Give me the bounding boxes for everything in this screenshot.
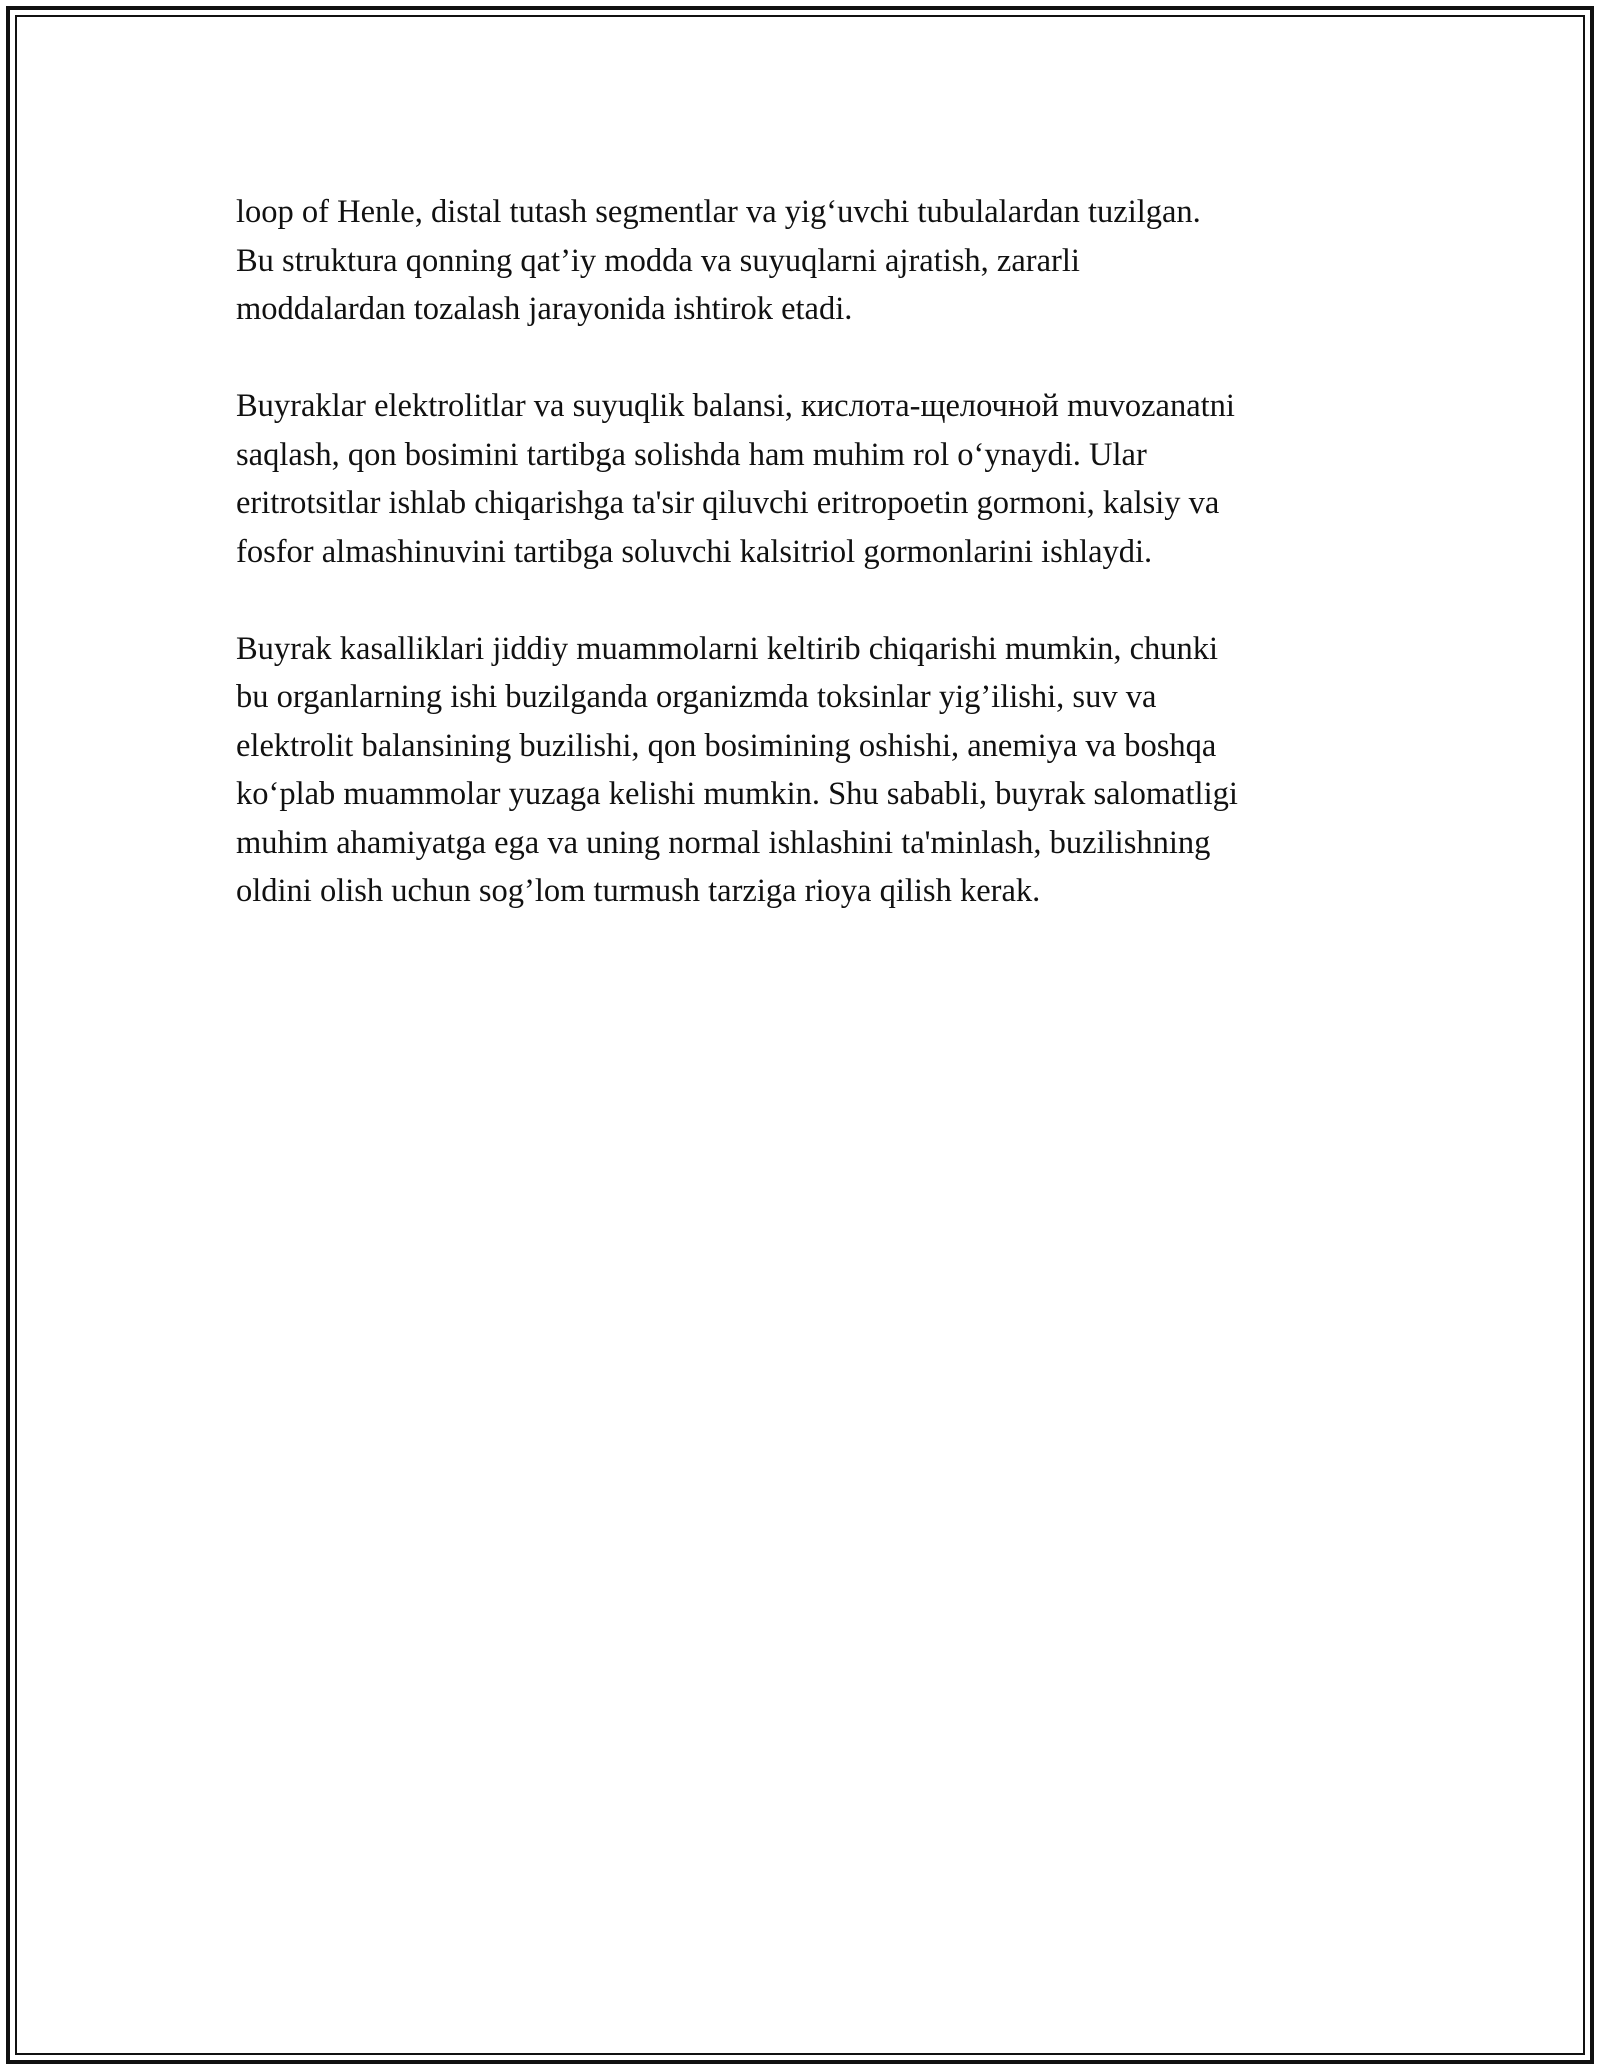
text-line: saqlash, qon bosimini tartibga solishda ham muhim rol o‘ynaydi. Ular — [236, 436, 1147, 473]
text-line: moddalardan tozalash jarayonida ishtirok etadi. — [236, 291, 853, 327]
text-line: ko‘plab muammolar yuzaga kelishi mumkin. Shu sababli, buyrak salomatligi — [236, 776, 1238, 812]
paragraph-2 — [236, 382, 1386, 576]
text-line: Buyrak kasalliklari jiddiy muammolarni keltirib chiqarishi mumkin, chunki — [236, 630, 1219, 667]
paragraph-3 — [236, 625, 1386, 916]
paragraph-1 — [236, 188, 1386, 334]
text-line: bu organlarning ishi buzilganda organizmda toksinlar yig’ilishi, suv va — [236, 679, 1157, 715]
text-line: muhim ahamiyatga ega va uning normal ishlashini ta'minlash, buzilishning — [236, 824, 1211, 861]
text-line: elektrolit balansining buzilishi, qon bosimining oshishi, anemiya va boshqa — [236, 727, 1217, 764]
text-line: loop of Henle, distal tutash segmentlar va yig‘uvchi tubulalardan tuzilgan. — [236, 194, 1201, 230]
text-line: oldini olish uchun sog’lom turmush tarziga rioya qilish kerak. — [236, 873, 1041, 909]
document-body — [236, 188, 1386, 964]
text-line: eritrotsitlar ishlab chiqarishga ta'sir qiluvchi eritropoetin gormoni, kalsiy va — [236, 485, 1220, 521]
text-line: fosfor almashinuvini tartibga soluvchi kalsitriol gormonlarini ishlaydi. — [236, 533, 1153, 570]
text-line: Buyraklar elektrolitlar va suyuqlik balansi, кислота-щелочной muvozanatni — [236, 388, 1235, 424]
text-line: Bu struktura qonning qat’iy modda va suyuqlarni ajratish, zararli — [236, 242, 1080, 279]
